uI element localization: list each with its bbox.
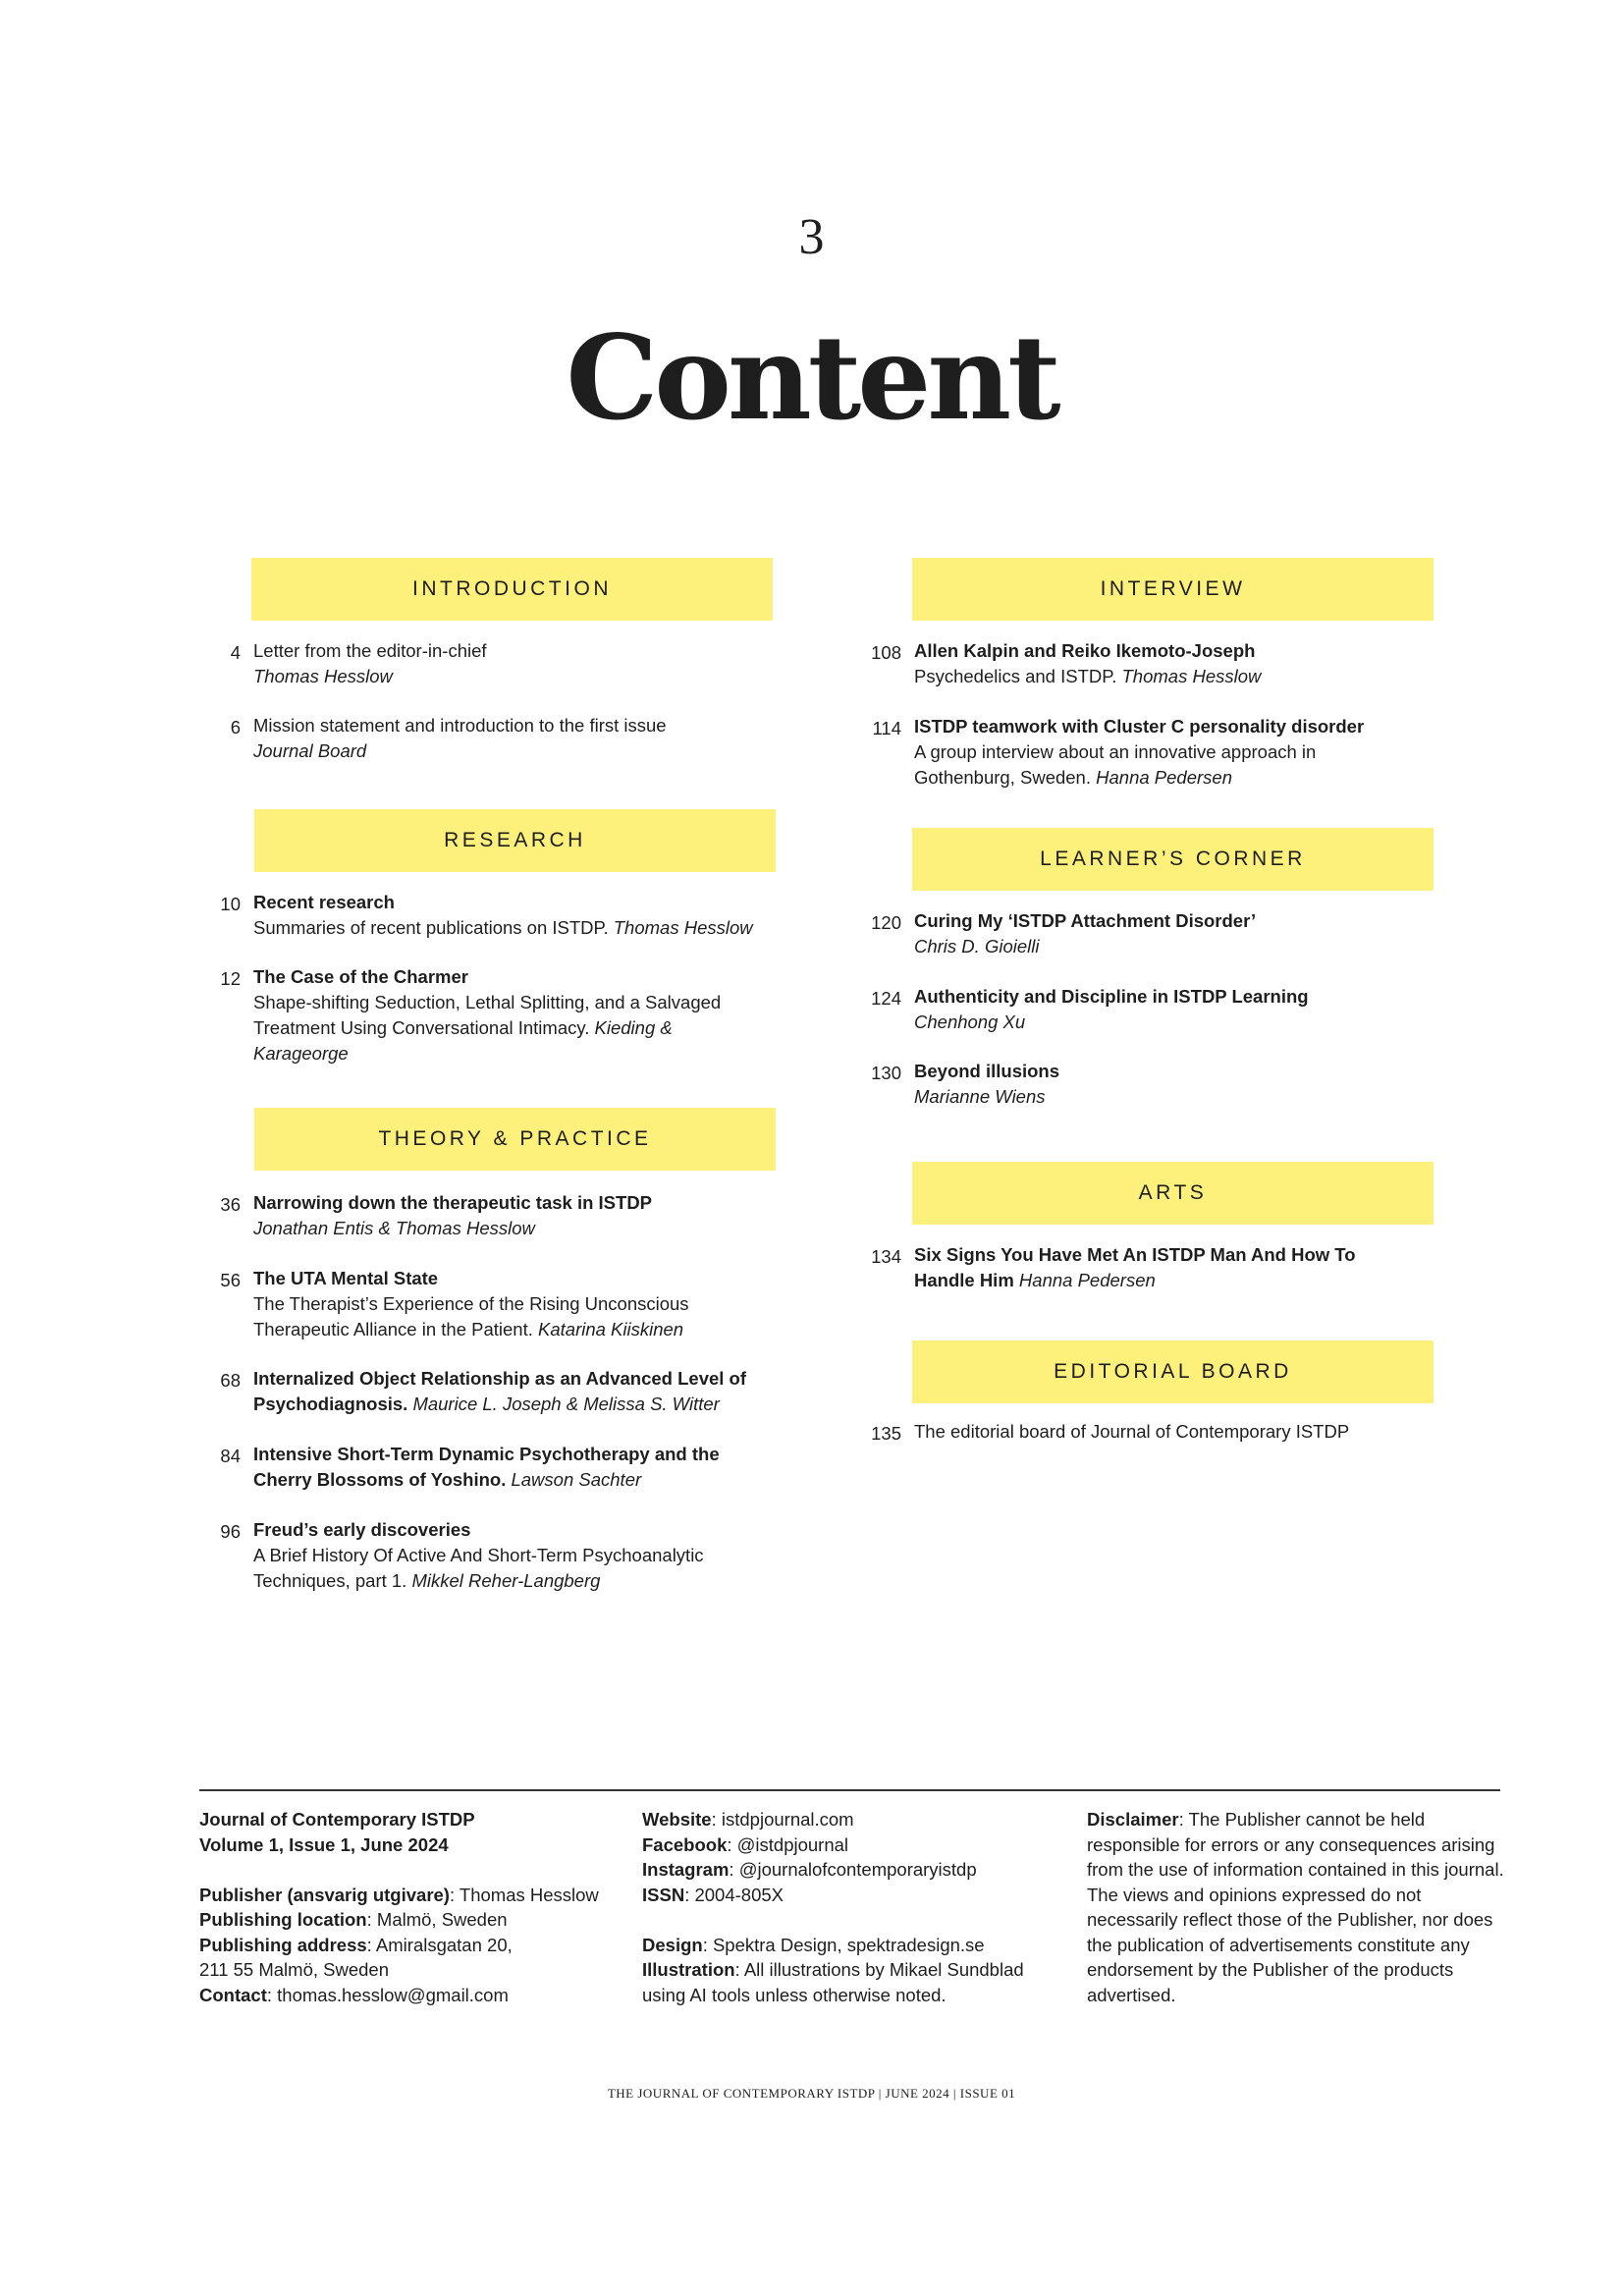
- illustration-label: Illustration: [642, 1959, 735, 1980]
- entry-author: Mikkel Reher-Langberg: [411, 1570, 601, 1591]
- entry-page-number: 10: [220, 894, 241, 914]
- entry-author: Chris D. Gioielli: [914, 936, 1040, 957]
- website-label: Website: [642, 1809, 712, 1830]
- entry-page-number: 124: [871, 988, 901, 1009]
- entry-title: Curing My ‘ISTDP Attachment Disorder’: [914, 910, 1257, 931]
- entry-description: Summaries of recent publications on ISTDP.: [253, 917, 609, 938]
- entry-description: The Therapist’s Experience of the Rising Unconscious Therapeutic Alliance in the Patient.: [253, 1293, 689, 1339]
- journal-volume: Volume 1, Issue 1, June 2024: [199, 1833, 449, 1855]
- running-footer: THE JOURNAL OF CONTEMPORARY ISTDP | JUNE 2024 | ISSUE 01: [607, 2086, 1016, 2101]
- contact-label: Contact: [199, 1984, 267, 2005]
- address-label: Publishing address: [199, 1934, 367, 1955]
- illustration-value: All illustrations by Mikael Sundblad using AI tools unless otherwise noted.: [642, 1959, 1024, 2005]
- colophon-links: Website: istdpjournal.com Facebook: @istdpjournal Instagram: @journalofcontemporaryistdp ISSN: 2004-805X Design: Spektra Design, spektradesign.se Illustration: All illustrations by Mikael Sundblad using AI tools unless otherwise noted.: [642, 1809, 1024, 2005]
- disclaimer-text: The Publisher cannot be held responsible for errors or any consequences arising from the use of information contained in this journal. The views and opinions expressed do not necessarily reflect those of the Publisher, nor does the publication of advertisements constitute any endorsement by the Publisher of the products advertised.: [1087, 1809, 1504, 2005]
- entry-page-number: 4: [230, 642, 241, 663]
- entry-title: Recent research: [253, 892, 395, 912]
- entry-page-number: 96: [220, 1521, 241, 1542]
- entry-title: The Case of the Charmer: [253, 966, 468, 987]
- publisher-value: Thomas Hesslow: [459, 1884, 599, 1905]
- footer-divider: [199, 1789, 1500, 1791]
- entry-title: Intensive Short-Term Dynamic Psychotherapy and the Cherry Blossoms of Yoshino.: [253, 1444, 720, 1490]
- entry-author: Thomas Hesslow: [1121, 666, 1262, 686]
- facebook-link[interactable]: @istdpjournal: [736, 1833, 849, 1855]
- address-line-1: Amiralsgatan 20,: [375, 1934, 513, 1955]
- colophon-publication: Journal of Contemporary ISTDP Volume 1, Issue 1, June 2024 Publisher (ansvarig utgivare): Thomas Hesslow Publishing location: Malmö, Sweden Publishing address: Amiralsgatan 20, 211 55 Malmö, Sweden Contact: thomas.hesslow@gmail.com: [199, 1807, 622, 2007]
- section-heading-research: RESEARCH: [254, 809, 776, 872]
- entry-page-number: 114: [872, 718, 901, 738]
- design-value: Spektra Design, spektradesign.se: [712, 1934, 985, 1955]
- entry-author: Thomas Hesslow: [253, 666, 393, 686]
- entry-title: The UTA Mental State: [253, 1268, 439, 1288]
- issn-value: 2004-805X: [694, 1884, 784, 1905]
- entry-page-number: 56: [220, 1270, 241, 1290]
- entry-page-number: 135: [871, 1423, 901, 1444]
- entry-page-number: 6: [230, 717, 241, 738]
- entry-page-number: 108: [871, 642, 901, 663]
- issn-label: ISSN: [642, 1884, 685, 1905]
- entry-description: Psychedelics and ISTDP.: [914, 666, 1117, 686]
- instagram-link[interactable]: @journalofcontemporaryistdp: [738, 1859, 977, 1880]
- location-value: Malmö, Sweden: [376, 1909, 508, 1930]
- facebook-label: Facebook: [642, 1833, 728, 1855]
- entry-page-number: 68: [220, 1370, 241, 1391]
- entry-description: A group interview about an innovative approach in Gothenburg, Sweden.: [914, 741, 1317, 788]
- section-heading-learners-corner: LEARNER’S CORNER: [912, 828, 1434, 891]
- entry-title: Allen Kalpin and Reiko Ikemoto-Joseph: [914, 640, 1256, 661]
- entry-title: Beyond illusions: [914, 1061, 1060, 1081]
- entry-title: ISTDP teamwork with Cluster C personality disorder: [914, 716, 1365, 737]
- entry-author: Journal Board: [253, 740, 367, 761]
- entry-page-number: 84: [220, 1446, 241, 1466]
- entry-author: Lawson Sachter: [511, 1469, 642, 1490]
- entry-page-number: 134: [871, 1246, 901, 1267]
- entry-author: Marianne Wiens: [914, 1086, 1046, 1107]
- entry-author: Hanna Pedersen: [1096, 767, 1232, 788]
- entry-author: Katarina Kiiskinen: [538, 1319, 684, 1339]
- entry-title: Narrowing down the therapeutic task in ISTDP: [253, 1192, 653, 1213]
- entry-author: Jonathan Entis & Thomas Hesslow: [253, 1218, 535, 1238]
- entry-title: Freud’s early discoveries: [253, 1519, 471, 1540]
- entry-title: Authenticity and Discipline in ISTDP Learning: [914, 986, 1309, 1007]
- entry-title: Six Signs You Have Met An ISTDP Man And How To Handle Him: [914, 1244, 1356, 1290]
- entry-description: Shape-shifting Seduction, Lethal Splitting, and a Salvaged Treatment Using Conversational Intimacy.: [253, 992, 722, 1038]
- entry-page-number: 36: [220, 1194, 241, 1215]
- entry-author: Hanna Pedersen: [1018, 1270, 1156, 1290]
- colophon-disclaimer: Disclaimer: The Publisher cannot be held responsible for errors or any consequences arising from the use of information contained in this journal. The views and opinions expressed do not necessarily reflect those of the Publisher, nor does the publication of advertisements constitute any endorsement by the Publisher of the products advertised.: [1087, 1809, 1504, 2005]
- entry-page-number: 130: [871, 1063, 901, 1083]
- section-heading-introduction: INTRODUCTION: [251, 558, 773, 621]
- entry-title: Letter from the editor-in-chief: [253, 640, 487, 661]
- entry-title: Internalized Object Relationship as an Advanced Level of Psychodiagnosis.: [253, 1368, 747, 1414]
- journal-name: Journal of Contemporary ISTDP: [199, 1809, 475, 1830]
- entry-page-number: 12: [220, 968, 241, 989]
- design-label: Design: [642, 1934, 703, 1955]
- address-line-2: 211 55 Malmö, Sweden: [199, 1959, 389, 1980]
- section-heading-editorial-board: EDITORIAL BOARD: [912, 1340, 1434, 1403]
- entry-author: Thomas Hesslow: [613, 917, 753, 938]
- publisher-label: Publisher (ansvarig utgivare): [199, 1884, 450, 1905]
- entry-page-number: 120: [871, 912, 901, 933]
- page-number: 3: [798, 209, 825, 265]
- location-label: Publishing location: [199, 1909, 367, 1930]
- instagram-label: Instagram: [642, 1859, 730, 1880]
- page-title: Content: [566, 309, 1057, 446]
- section-heading-theory-practice: THEORY & PRACTICE: [254, 1108, 776, 1171]
- entry-title: Mission statement and introduction to the first issue: [253, 715, 667, 736]
- section-heading-interview: INTERVIEW: [912, 558, 1434, 621]
- section-heading-arts: ARTS: [912, 1162, 1434, 1225]
- entry-author: Kieding & Karageorge: [253, 1017, 673, 1064]
- entry-author: Maurice L. Joseph & Melissa S. Witter: [412, 1394, 720, 1414]
- disclaimer-label: Disclaimer: [1087, 1809, 1179, 1830]
- website-link[interactable]: istdpjournal.com: [721, 1809, 854, 1830]
- entry-description: A Brief History Of Active And Short-Term Psychoanalytic Techniques, part 1.: [253, 1545, 704, 1591]
- contact-email[interactable]: thomas.hesslow@gmail.com: [277, 1984, 509, 2005]
- entry-author: Chenhong Xu: [914, 1011, 1026, 1032]
- entry-description: The editorial board of Journal of Contemporary ISTDP: [914, 1421, 1350, 1442]
